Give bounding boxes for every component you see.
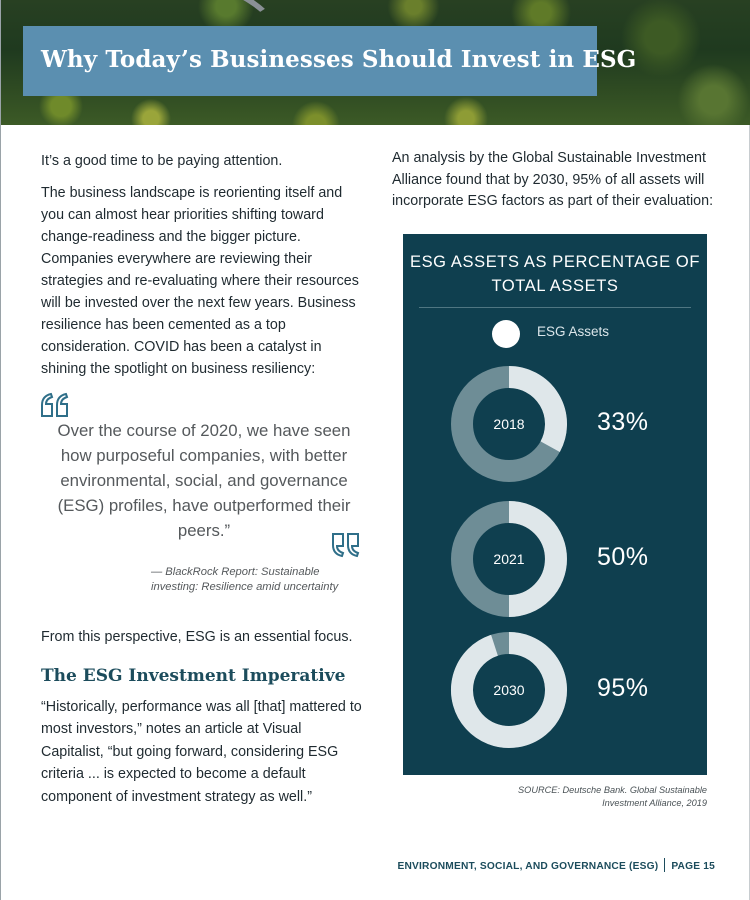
value-label: 33%	[597, 408, 649, 436]
quote-text: Over the course of 2020, we have seen how purposeful companies, with better environmental, social, and governance (ESG) profiles, have outperformed their peers.”	[57, 421, 351, 540]
donut-esg-slice	[509, 377, 556, 447]
footer-section: ENVIRONMENT, SOCIAL, AND GOVERNANCE (ESG)	[397, 861, 659, 872]
left-column	[41, 150, 366, 388]
header-banner	[1, 0, 750, 125]
chart-intro: An analysis by the Global Sustainable Investment Alliance found that by 2030, 95% of all assets will incorporate ESG factors as part of their evaluation:	[392, 150, 714, 210]
intro-sentence: It’s a good time to be paying attention.	[41, 153, 283, 169]
donut-year-label: 2030	[493, 682, 525, 698]
title-box	[23, 26, 637, 96]
value-label: 95%	[597, 674, 649, 702]
page-footer	[381, 858, 715, 872]
donut-year-label: 2021	[493, 551, 525, 567]
footer-separator	[664, 858, 665, 872]
donut-group	[403, 234, 707, 775]
esg-donut-chart	[403, 234, 707, 775]
page-number: PAGE 15	[671, 861, 715, 872]
open-quote-icon	[39, 392, 71, 418]
donut-year-label: 2018	[493, 416, 525, 432]
closing-sentence: From this perspective, ESG is an essential focus.	[41, 629, 353, 645]
value-label: 50%	[597, 543, 649, 571]
close-quote-icon	[329, 532, 361, 558]
donut-2030	[462, 643, 556, 737]
donut-2018	[462, 377, 556, 471]
quote-attribution: — BlackRock Report: Sustainable investing: Resilience amid uncertainty	[151, 566, 339, 593]
donut-2021	[462, 512, 556, 606]
source-note: SOURCE: Deutsche Bank. Global Sustainable Investment Alliance, 2019	[518, 785, 707, 808]
body-paragraph: The business landscape is reorienting itself and you can almost hear priorities shifting toward change-readiness and the bigger picture. Companies everywhere are reviewing their strategies and re-evaluating where their resources will be invested over the next few years. Business resilience has been cemented as a top consideration. COVID has been a catalyst in shining the spotlight on business resiliency:	[41, 185, 359, 377]
section-subheading: The ESG Investment Imperative	[41, 666, 346, 686]
page-title: Why Today’s Businesses Should Invest in ESG	[41, 46, 637, 73]
chart-title: ESG ASSETS AS PERCENTAGE OF TOTAL ASSETS	[409, 253, 701, 295]
section-paragraph: “Historically, performance was all [that] mattered to most investors,” notes an article at Visual Capitalist, “but going forward, considering ESG criteria ... is expected to become a default component of investment strategy as well.”	[41, 699, 362, 805]
pull-quote	[39, 392, 364, 597]
legend-label: ESG Assets	[537, 324, 610, 339]
